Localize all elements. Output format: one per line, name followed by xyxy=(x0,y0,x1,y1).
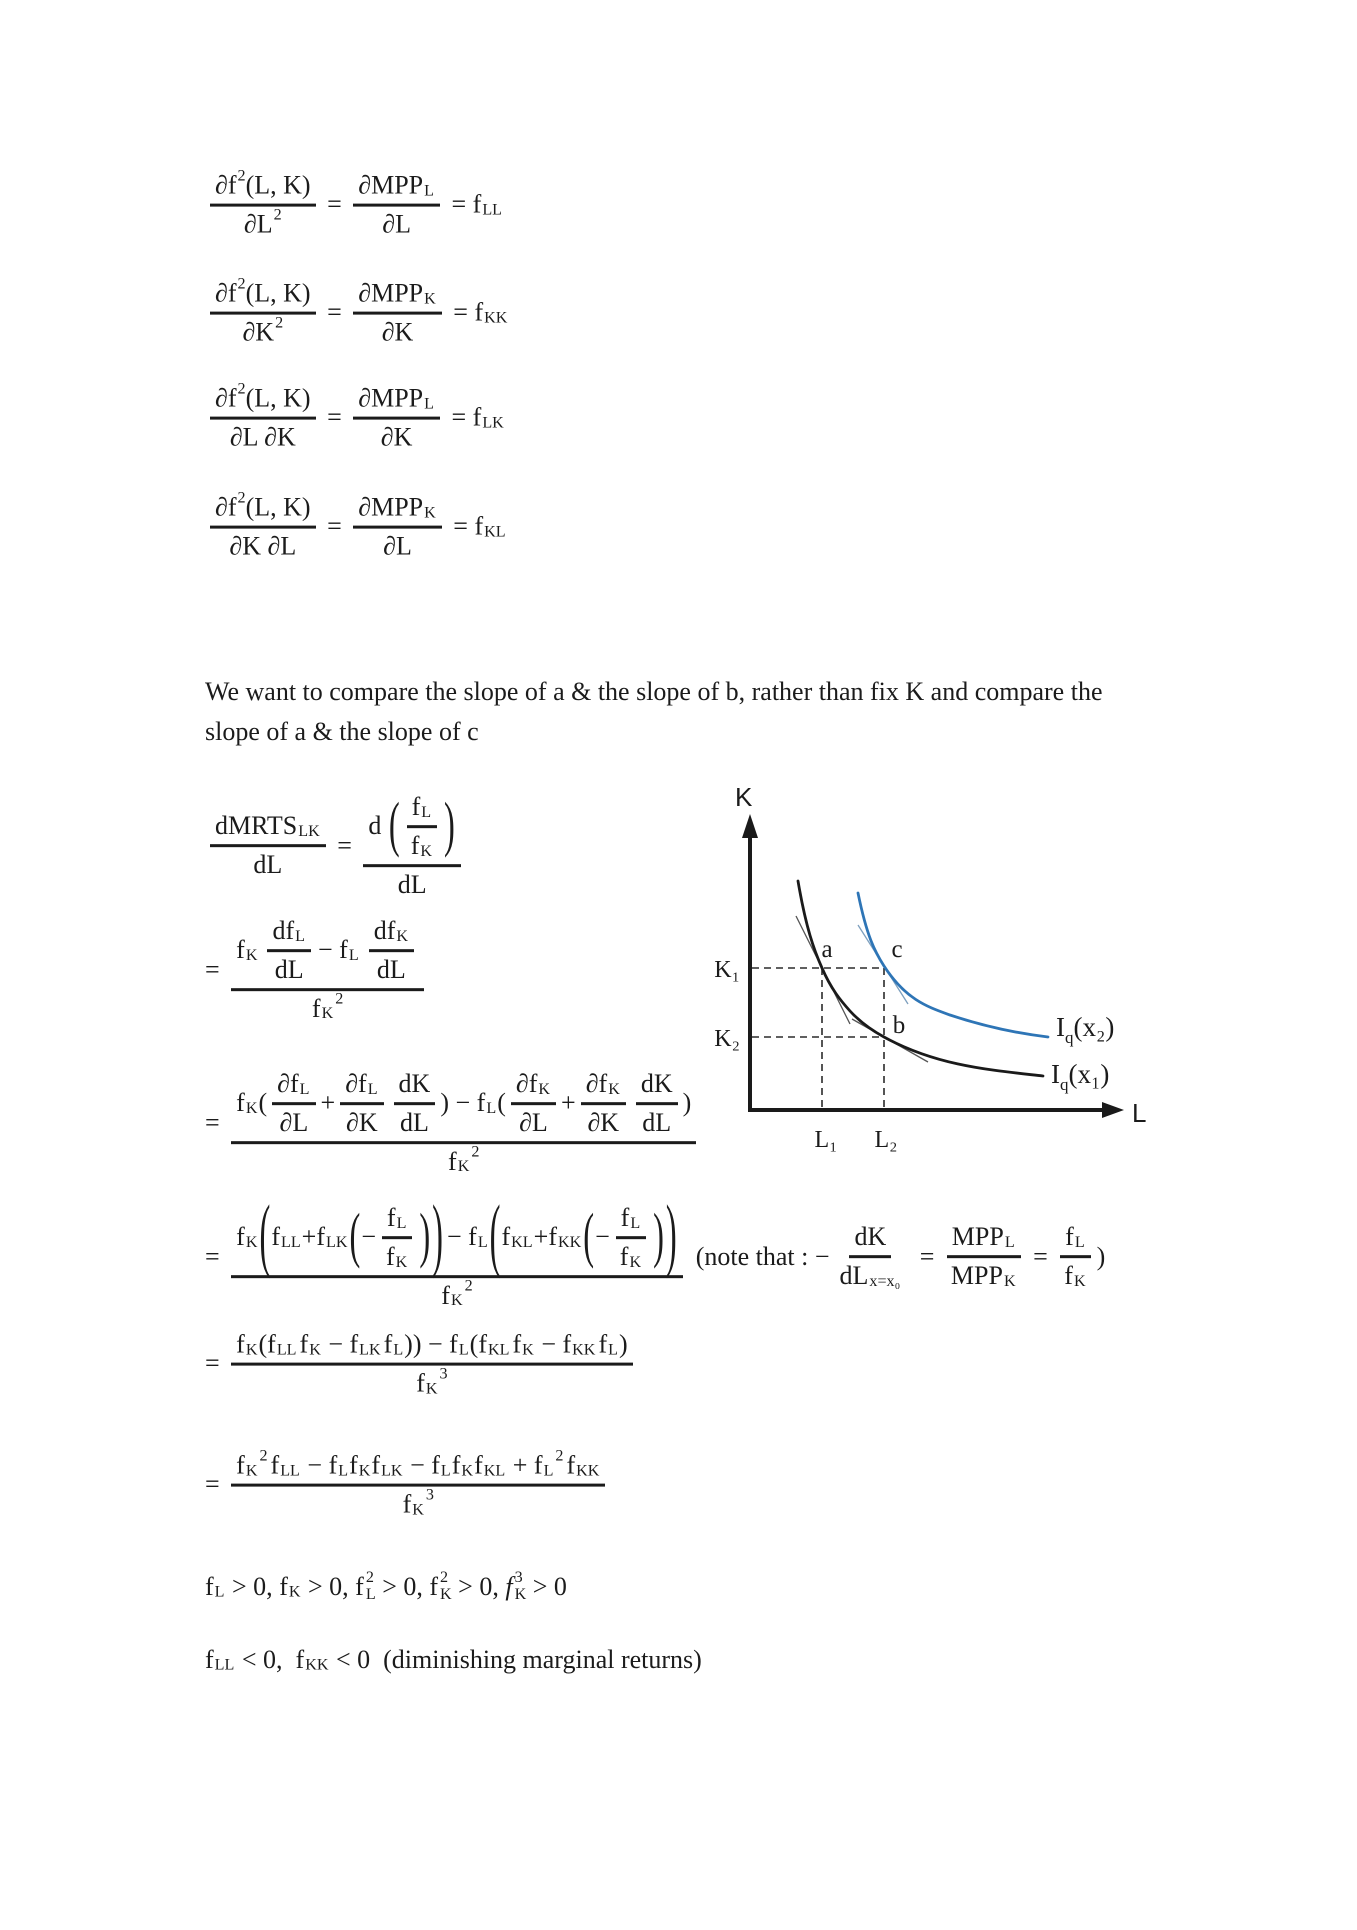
equation-fLL: ∂f 2 (L, K) ∂L 2 = ∂MPP L ∂L = f LL xyxy=(205,171,503,240)
axis-label-k: K xyxy=(735,782,753,812)
isoquant-curve-x1 xyxy=(798,881,1043,1076)
point-label-b: b xyxy=(892,1012,906,1039)
equation-dmrts-definition: dMRTS LK dL = d ( f L f K ) dL xyxy=(205,792,466,900)
point-label-c: c xyxy=(891,936,903,963)
curve-label-x2-sub: q xyxy=(1065,1028,1074,1047)
axis-label-l: L xyxy=(1132,1098,1147,1128)
equation-fKK: ∂f 2 (L, K) ∂K 2 = ∂MPP K ∂K = f KK xyxy=(205,279,508,348)
tick-label-k2: K₂ xyxy=(714,1026,740,1052)
paragraph-line-2: slope of a & the slope of c xyxy=(205,717,479,746)
equation-quotient-rule: = f K df L dL − f L df K dL f K 2 xyxy=(205,916,429,1024)
paragraph-line-1: We want to compare the slope of a & the slope of b, rather than fix K and compare the xyxy=(205,677,1103,706)
isoquant-figure xyxy=(690,775,1170,1175)
curve-label-x1 xyxy=(1051,1059,1109,1094)
curve-label-x1-base: I xyxy=(1051,1059,1060,1089)
curve-label-x2-arg: (x₂) xyxy=(1073,1012,1115,1042)
tick-label-l2: L₂ xyxy=(874,1127,898,1153)
tick-label-k1: K₁ xyxy=(714,957,740,983)
curve-label-x2 xyxy=(1056,1012,1114,1047)
equation-simplify-1: = f K ( f LL f K − f LK f L )) − f L ( f KL f K − f KK f L ) f K 3 xyxy=(205,1330,638,1399)
equation-chain-rule: = f K ( ∂f L ∂L + ∂f L ∂K $\frac{dK}{dL}$ ) − f L ( ∂f K ∂L + ∂f K ∂K $\frac{dK}{dL}$ ) f K 2 xyxy=(205,1069,701,1177)
equation-substitute-slope: = f K ( f LL + f LK ( − f L f K ) ) − f L ( f KL + f KK ( − f L f K ) ) f K 2 (note that : − dK dL x=x₀ = MPP L MPP K = f L f K ) xyxy=(205,1190,1106,1310)
curve-label-x2-base: I xyxy=(1056,1012,1065,1042)
equation-simplify-2: = f K 2 f LL − f L f K f LK − f L f K f KL + f L 2 f KK f K 3 xyxy=(205,1451,610,1520)
equation-fLK: ∂f 2 (L, K) ∂L ∂K = ∂MPP L ∂K = f LK xyxy=(205,384,505,453)
y-axis-arrow xyxy=(742,814,758,838)
curve-label-x1-sub: q xyxy=(1060,1075,1069,1094)
paragraph xyxy=(205,672,1235,752)
x-axis-arrow xyxy=(1102,1102,1124,1118)
point-label-a: a xyxy=(821,936,833,963)
curve-label-x1-arg: (x₁) xyxy=(1068,1059,1110,1089)
tick-label-l1: L₁ xyxy=(814,1127,838,1153)
equation-fKL: ∂f 2 (L, K) ∂K ∂L = ∂MPP K ∂L = f KL xyxy=(205,493,507,562)
equation-diminishing-returns: f LL < 0, f KK < 0 (diminishing marginal returns) xyxy=(205,1645,702,1675)
isoquant-curve-x2 xyxy=(858,893,1048,1037)
equation-sign-conditions: f L > 0, f K > 0, f 2 L > 0, f 2 K > 0, f 3 K > 0 xyxy=(205,1569,567,1603)
